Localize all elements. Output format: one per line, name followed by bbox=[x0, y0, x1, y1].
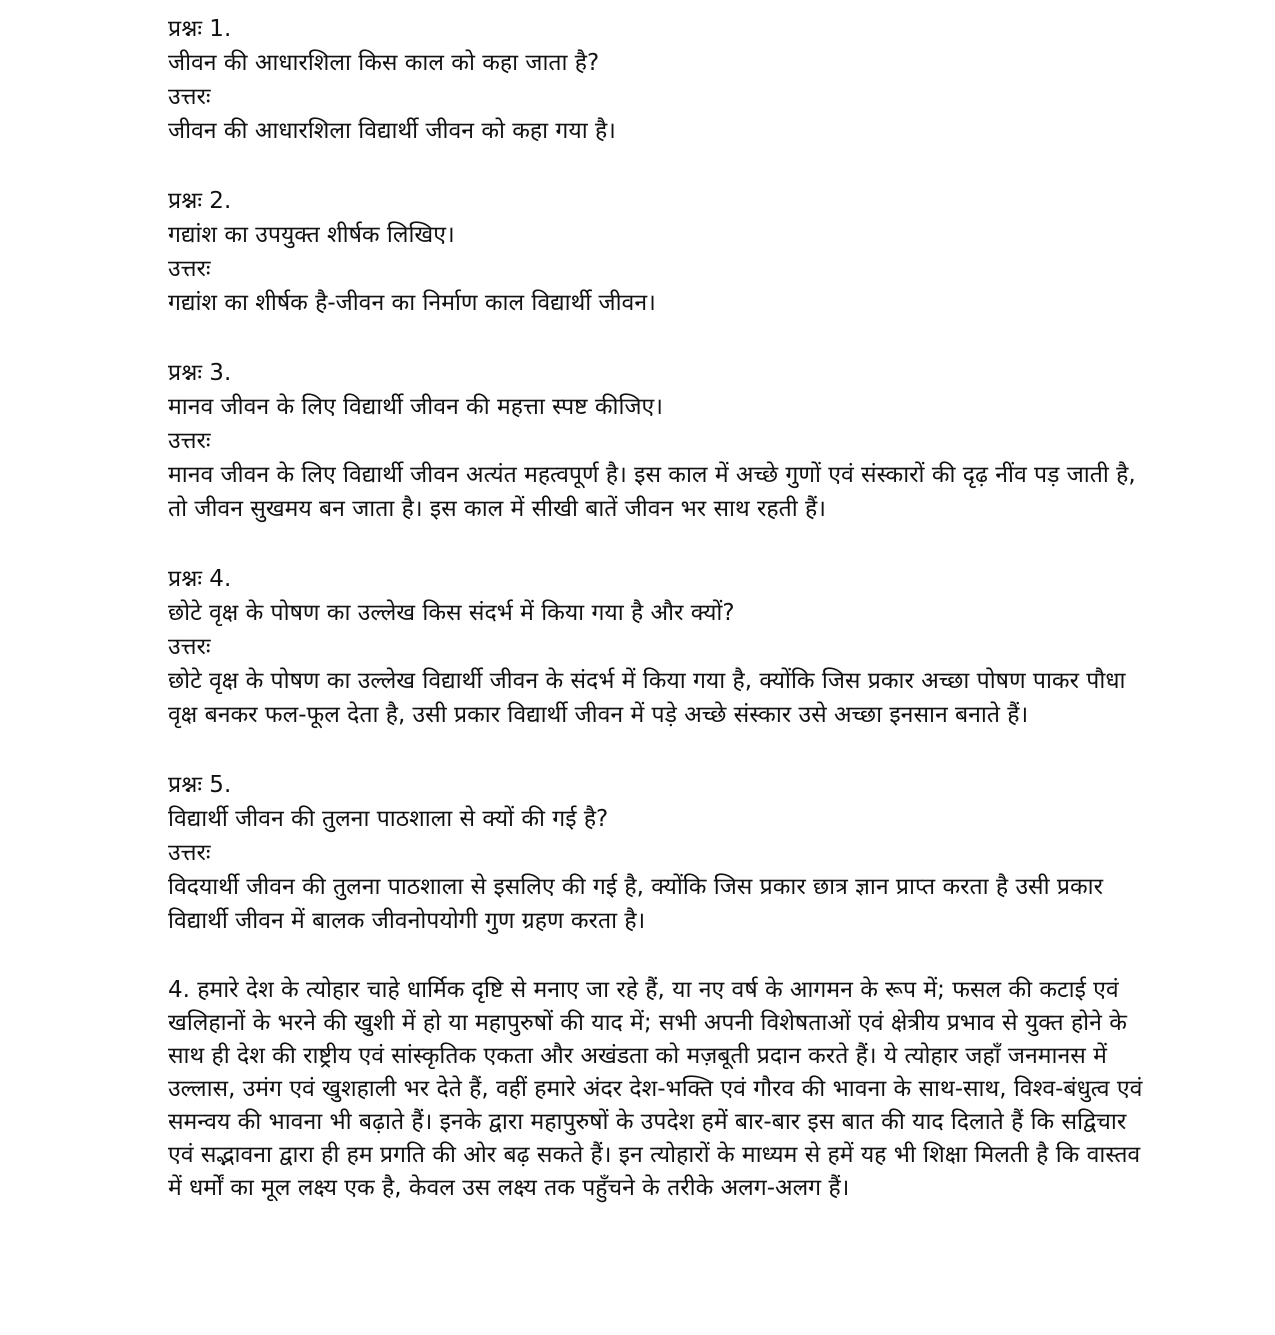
answer-text: गद्यांश का शीर्षक है-जीवन का निर्माण काल विद्यार्थी जीवन। bbox=[168, 290, 656, 316]
question-label: प्रश्नः 1. bbox=[168, 16, 232, 42]
question-label: प्रश्नः 4. bbox=[168, 566, 232, 592]
answer-text: मानव जीवन के लिए विद्यार्थी जीवन अत्यंत महत्वपूर्ण है। इस काल में अच्छे गुणों एवं संस्कारों की दृढ़ नींव पड़ जाती है, तो जीवन सुखमय बन जाता है। इस काल में सीखी बातें जीवन भर साथ रहती हैं। bbox=[168, 462, 1136, 522]
answer-text: जीवन की आधारशिला विद्यार्थी जीवन को कहा गया है। bbox=[168, 118, 616, 144]
answer-label: उत्तरः bbox=[168, 84, 211, 110]
answer-label: उत्तरः bbox=[168, 428, 211, 454]
question-label: प्रश्नः 2. bbox=[168, 188, 232, 214]
question-text: जीवन की आधारशिला किस काल को कहा जाता है? bbox=[168, 50, 600, 76]
question-text: विद्यार्थी जीवन की तुलना पाठशाला से क्यों की गई है? bbox=[168, 806, 609, 832]
qa-item-3 bbox=[168, 356, 1215, 526]
question-label: प्रश्नः 5. bbox=[168, 772, 232, 798]
answer-text: छोटे वृक्ष के पोषण का उल्लेख विद्यार्थी जीवन के संदर्भ में किया गया है, क्योंकि जिस प्रकार अच्छा पोषण पाकर पौधा वृक्ष बनकर फल-फूल देता है, उसी प्रकार विद्यार्थी जीवन में पड़े अच्छे संस्कार उसे अच्छा इनसान बनाते हैं। bbox=[168, 668, 1126, 728]
answer-label: उत्तरः bbox=[168, 256, 211, 282]
question-text: मानव जीवन के लिए विद्यार्थी जीवन की महत्ता स्पष्ट कीजिए। bbox=[168, 394, 663, 420]
passage-paragraph: 4. हमारे देश के त्योहार चाहे धार्मिक दृष्टि से मनाए जा रहे हैं, या नए वर्ष के आगमन के रूप में; फसल की कटाई एवं खलिहानों के भरने की खुशी में हो या महापुरुषों की याद में; सभी अपनी विशेषताओं एवं क्षेत्रीय प्रभाव से युक्त होने के साथ ही देश की राष्ट्रीय एवं सांस्कृतिक एकता और अखंडता को मज़बूती प्रदान करते हैं। ये त्योहार जहाँ जनमानस में उल्लास, उमंग एवं खुशहाली भर देते हैं, वहीं हमारे अंदर देश-भक्ति एवं गौरव की भावना के साथ-साथ, विश्व-बंधुत्व एवं समन्वय की भावना भी बढ़ाते हैं। इनके द्वारा महापुरुषों के उपदेश हमें बार-बार इस बात की याद दिलाते हैं कि सद्विचार एवं सद्भावना द्वारा ही हम प्रगति की ओर बढ़ सकते हैं। इन त्योहारों के माध्यम से हमें यह भी शिक्षा मिलती है कि वास्तव में धर्मों का मूल लक्ष्य एक है, केवल उस लक्ष्य तक पहुँचने के तरीके अलग-अलग हैं। bbox=[168, 977, 1143, 1201]
question-label: प्रश्नः 3. bbox=[168, 360, 232, 386]
qa-item-2 bbox=[168, 184, 1215, 320]
qa-item-1 bbox=[168, 12, 1215, 148]
question-text: गद्यांश का उपयुक्त शीर्षक लिखिए। bbox=[168, 222, 455, 248]
question-text: छोटे वृक्ष के पोषण का उल्लेख किस संदर्भ में किया गया है और क्यों? bbox=[168, 600, 735, 626]
answer-label: उत्तरः bbox=[168, 634, 211, 660]
answer-text: विदयार्थी जीवन की तुलना पाठशाला से इसलिए की गई है, क्योंकि जिस प्रकार छात्र ज्ञान प्राप्त करता है उसी प्रकार विद्यार्थी जीवन में बालक जीवनोपयोगी गुण ग्रहण करता है। bbox=[168, 874, 1103, 934]
qa-item-4 bbox=[168, 562, 1215, 732]
qa-item-5 bbox=[168, 768, 1215, 938]
answer-label: उत्तरः bbox=[168, 840, 211, 866]
